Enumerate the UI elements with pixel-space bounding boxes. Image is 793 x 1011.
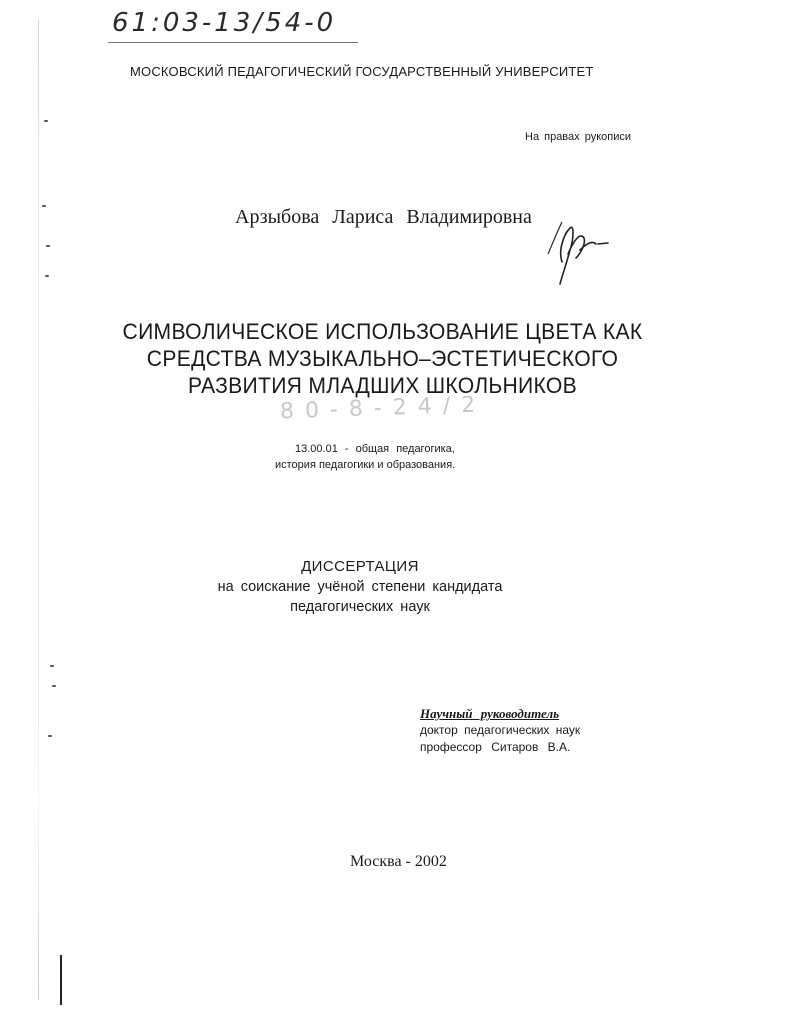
scientific-advisor <box>420 705 640 756</box>
city-year: Москва - 2002 <box>350 853 447 870</box>
scan-speck <box>42 205 46 207</box>
signature-icon <box>540 210 610 290</box>
university-name: МОСКОВСКИЙ ПЕДАГОГИЧЕСКИЙ ГОСУДАРСТВЕННЫЙ УНИВЕРСИТЕТ <box>130 64 594 79</box>
archive-code: 61:03-13/54-0 <box>112 8 337 38</box>
archive-code-underline <box>108 42 358 43</box>
rights-note: На правах рукописи <box>525 131 631 143</box>
dissertation-title <box>100 318 665 399</box>
scan-speck <box>44 120 48 122</box>
degree-line: педагогических наук <box>290 599 430 615</box>
scan-speck <box>45 275 49 277</box>
scan-margin-line <box>38 20 39 1000</box>
degree-line: на соискание учёной степени кандидата <box>217 579 503 595</box>
dissertation-heading: ДИССЕРТАЦИЯ <box>301 558 419 575</box>
specialty-line: 13.00.01 - общая педагогика, <box>295 443 455 455</box>
advisor-name: профессор Ситаров В.А. <box>420 740 571 754</box>
scan-speck <box>50 665 54 667</box>
specialty-code <box>265 441 505 473</box>
advisor-degree: доктор педагогических наук <box>420 723 581 737</box>
scan-speck <box>46 245 50 247</box>
advisor-role: Научный руководитель <box>420 706 560 721</box>
title-line: СРЕДСТВА МУЗЫКАЛЬНО–ЭСТЕТИЧЕСКОГО <box>146 346 619 371</box>
faint-stamp-mark: 8 0 - 8 - 2 4 / 2 <box>279 392 478 425</box>
title-line: РАЗВИТИЯ МЛАДШИХ ШКОЛЬНИКОВ <box>188 373 577 398</box>
author-name: Арзыбова Лариса Владимировна <box>235 206 532 228</box>
scan-speck <box>48 735 52 737</box>
title-line: СИМВОЛИЧЕСКОЕ ИСПОЛЬЗОВАНИЕ ЦВЕТА КАК <box>122 319 643 344</box>
scan-margin-mark <box>60 955 62 1005</box>
dissertation-block <box>200 557 520 617</box>
scan-speck <box>52 685 56 687</box>
specialty-line: история педагогики и образования. <box>275 459 456 471</box>
